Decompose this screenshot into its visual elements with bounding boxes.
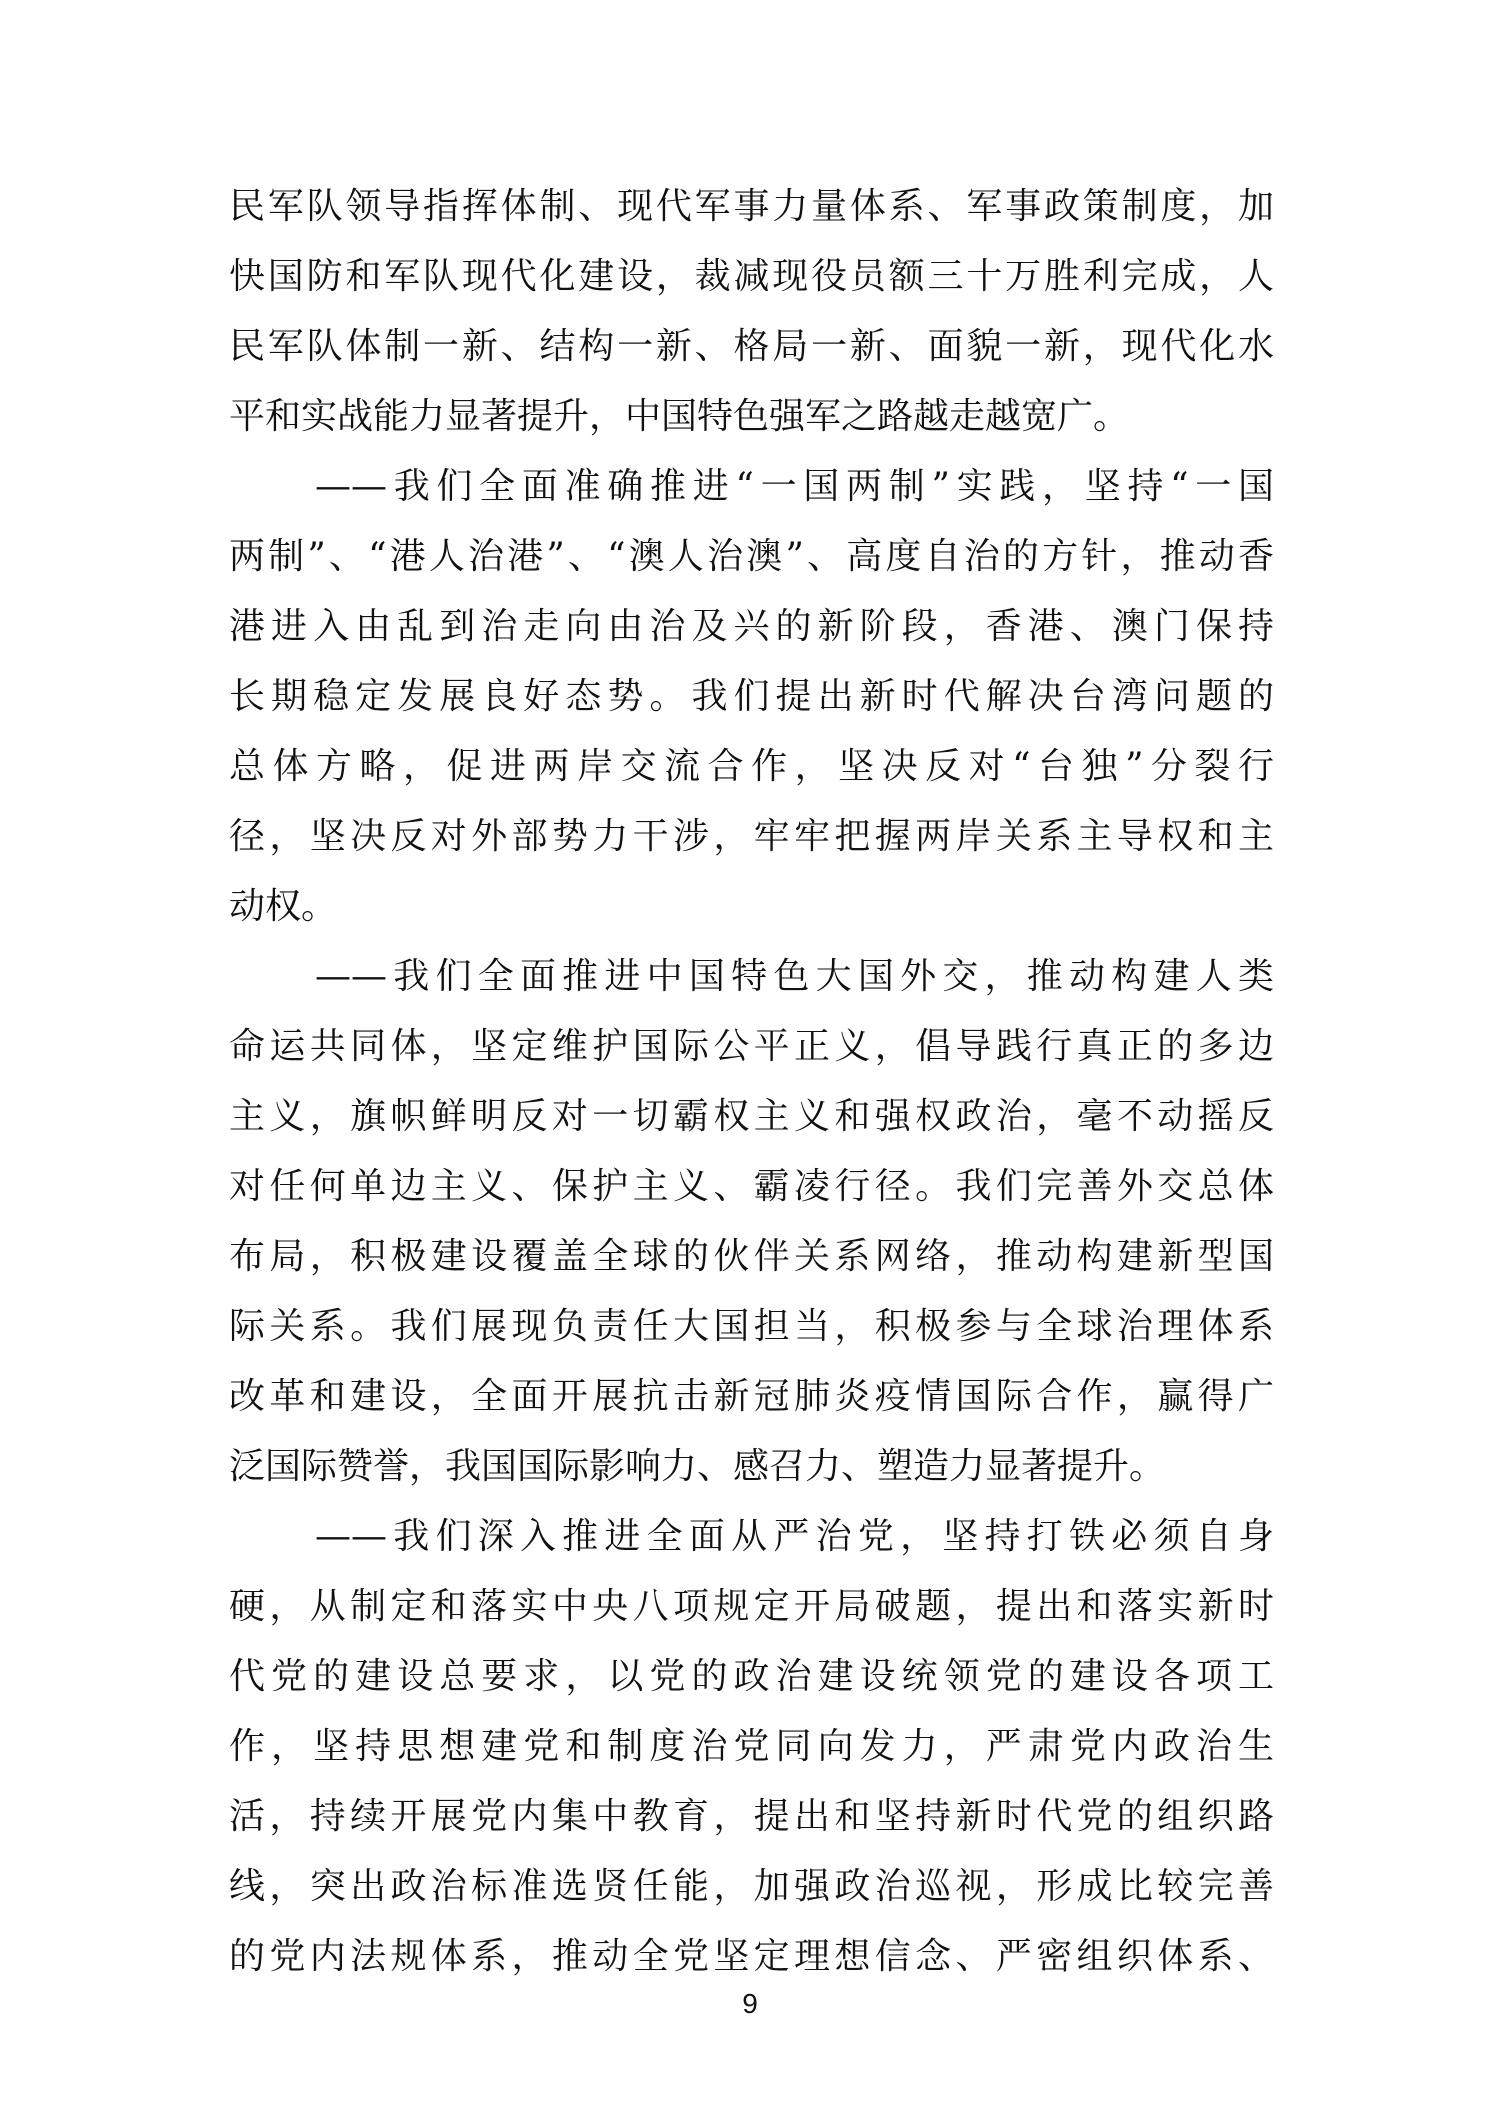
- text-line: 总体方略，促进两岸交流合作，坚决反对“台独”分裂行: [229, 746, 1274, 787]
- text-line: 主义，旗帜鲜明反对一切霸权主义和强权政治，毫不动摇反: [229, 1096, 1274, 1137]
- text-line: ——我们全面推进中国特色大国外交，推动构建人类: [315, 956, 1274, 997]
- text-line: 径，坚决反对外部势力干涉，牢牢把握两岸关系主导权和主: [229, 816, 1274, 857]
- text-line: 两制”、“港人治港”、“澳人治澳”、高度自治的方针，推动香: [229, 536, 1274, 577]
- text-line: 命运共同体，坚定维护国际公平正义，倡导践行真正的多边: [229, 1026, 1274, 1067]
- body-text: [229, 172, 1274, 1992]
- text-line: 泛国际赞誉，我国国际影响力、感召力、塑造力显著提升。: [229, 1446, 1166, 1487]
- text-line: 代党的建设总要求，以党的政治建设统领党的建设各项工: [229, 1656, 1274, 1697]
- text-line: 民军队领导指挥体制、现代军事力量体系、军事政策制度，加: [229, 186, 1274, 227]
- text-line: 的党内法规体系，推动全党坚定理想信念、严密组织体系、: [229, 1936, 1274, 1977]
- text-line: 活，持续开展党内集中教育，提出和坚持新时代党的组织路: [229, 1796, 1274, 1837]
- text-line: 改革和建设，全面开展抗击新冠肺炎疫情国际合作，赢得广: [229, 1376, 1274, 1417]
- text-line: 际关系。我们展现负责任大国担当，积极参与全球治理体系: [229, 1306, 1274, 1347]
- text-line: ——我们全面准确推进“一国两制”实践，坚持“一国: [315, 466, 1274, 507]
- text-line: 对任何单边主义、保护主义、霸凌行径。我们完善外交总体: [229, 1166, 1274, 1207]
- text-line: 民军队体制一新、结构一新、格局一新、面貌一新，现代化水: [229, 326, 1274, 367]
- page-number: 9: [742, 1988, 758, 2019]
- text-line: 作，坚持思想建党和制度治党同向发力，严肃党内政治生: [229, 1726, 1274, 1767]
- text-line: 平和实战能力显著提升，中国特色强军之路越走越宽广。: [229, 396, 1130, 437]
- text-line: 快国防和军队现代化建设，裁减现役员额三十万胜利完成，人: [229, 256, 1274, 297]
- text-line: ——我们深入推进全面从严治党，坚持打铁必须自身: [315, 1516, 1274, 1557]
- text-line: 长期稳定发展良好态势。我们提出新时代解决台湾问题的: [229, 676, 1274, 717]
- text-line: 动权。: [229, 886, 338, 927]
- text-line: 线，突出政治标准选贤任能，加强政治巡视，形成比较完善: [229, 1866, 1274, 1907]
- text-line: 硬，从制定和落实中央八项规定开局破题，提出和落实新时: [229, 1586, 1274, 1627]
- text-line: 港进入由乱到治走向由治及兴的新阶段，香港、澳门保持: [229, 606, 1274, 647]
- text-line: 布局，积极建设覆盖全球的伙伴关系网络，推动构建新型国: [229, 1236, 1274, 1277]
